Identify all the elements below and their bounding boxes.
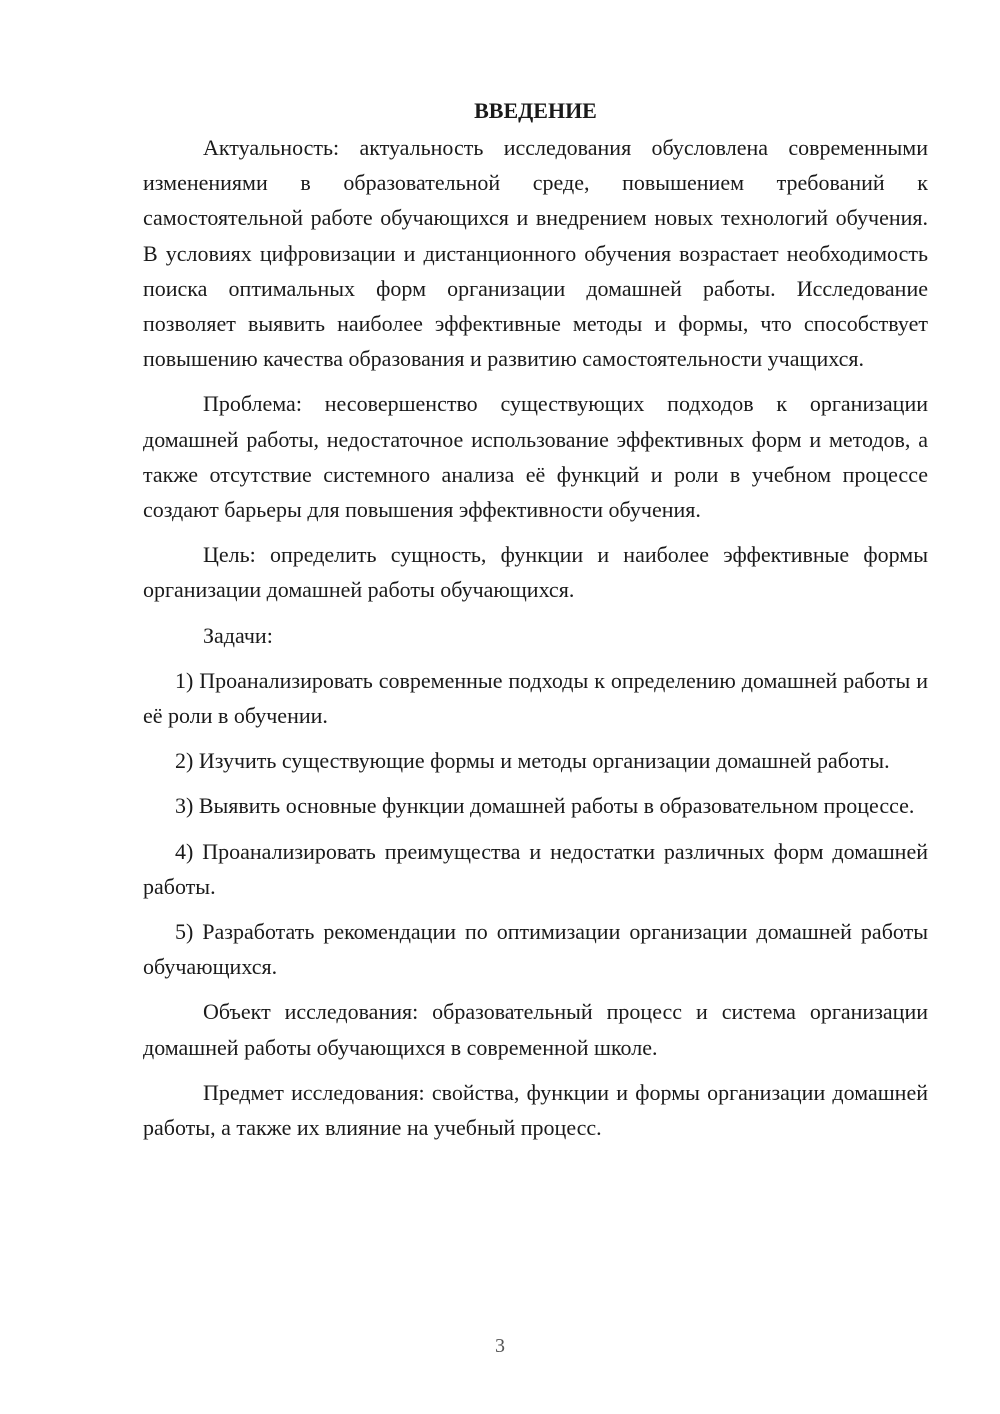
paragraph-relevance: Актуальность: актуальность исследования обусловлена современными изменениями в образовательной среде, повышением требований к самостоятельной работе обучающихся и внедрением новых технологий обучения. В условиях цифровизации и дистанционного обучения возрастает необходимость поиска оптимальных форм организации домашней работы. Исследование позволяет выявить наиболее эффективные методы и формы, что способствует повышению качества образования и развитию самостоятельности учащихся. bbox=[143, 135, 928, 372]
task-item: 3) Выявить основные функции домашней работы в образовательном процессе. bbox=[175, 793, 915, 819]
task-item: 5) Разработать рекомендации по оптимизации организации домашней работы обучающихся. bbox=[143, 919, 928, 980]
paragraph-goal: Цель: определить сущность, функции и наиболее эффективные формы организации домашней работы обучающихся. bbox=[143, 542, 928, 603]
task-item: 1) Проанализировать современные подходы к определению домашней работы и её роли в обучении. bbox=[143, 667, 928, 729]
paragraph-subject: Предмет исследования: свойства, функции и формы организации домашней работы, а также их влияние на учебный процесс. bbox=[143, 1079, 928, 1141]
document-body bbox=[143, 96, 928, 1155]
paragraph-tasks-heading: Задачи: bbox=[203, 622, 273, 648]
task-item: 4) Проанализировать преимущества и недостатки различных форм домашней работы. bbox=[143, 838, 928, 899]
task-item: 2) Изучить существующие формы и методы организации домашней работы. bbox=[175, 748, 890, 774]
paragraph-problem: Проблема: несовершенство существующих подходов к организации домашней работы, недостаточное использование эффективных форм и методов, а также отсутствие системного анализа её функций и роли в учебном процессе создают барьеры для повышения эффективности обучения. bbox=[143, 391, 928, 523]
section-title: ВВЕДЕНИЕ bbox=[474, 98, 597, 123]
paragraph-object: Объект исследования: образовательный процесс и система организации домашней работы обучающихся в современной школе. bbox=[143, 999, 928, 1060]
page-number: 3 bbox=[495, 1335, 505, 1357]
